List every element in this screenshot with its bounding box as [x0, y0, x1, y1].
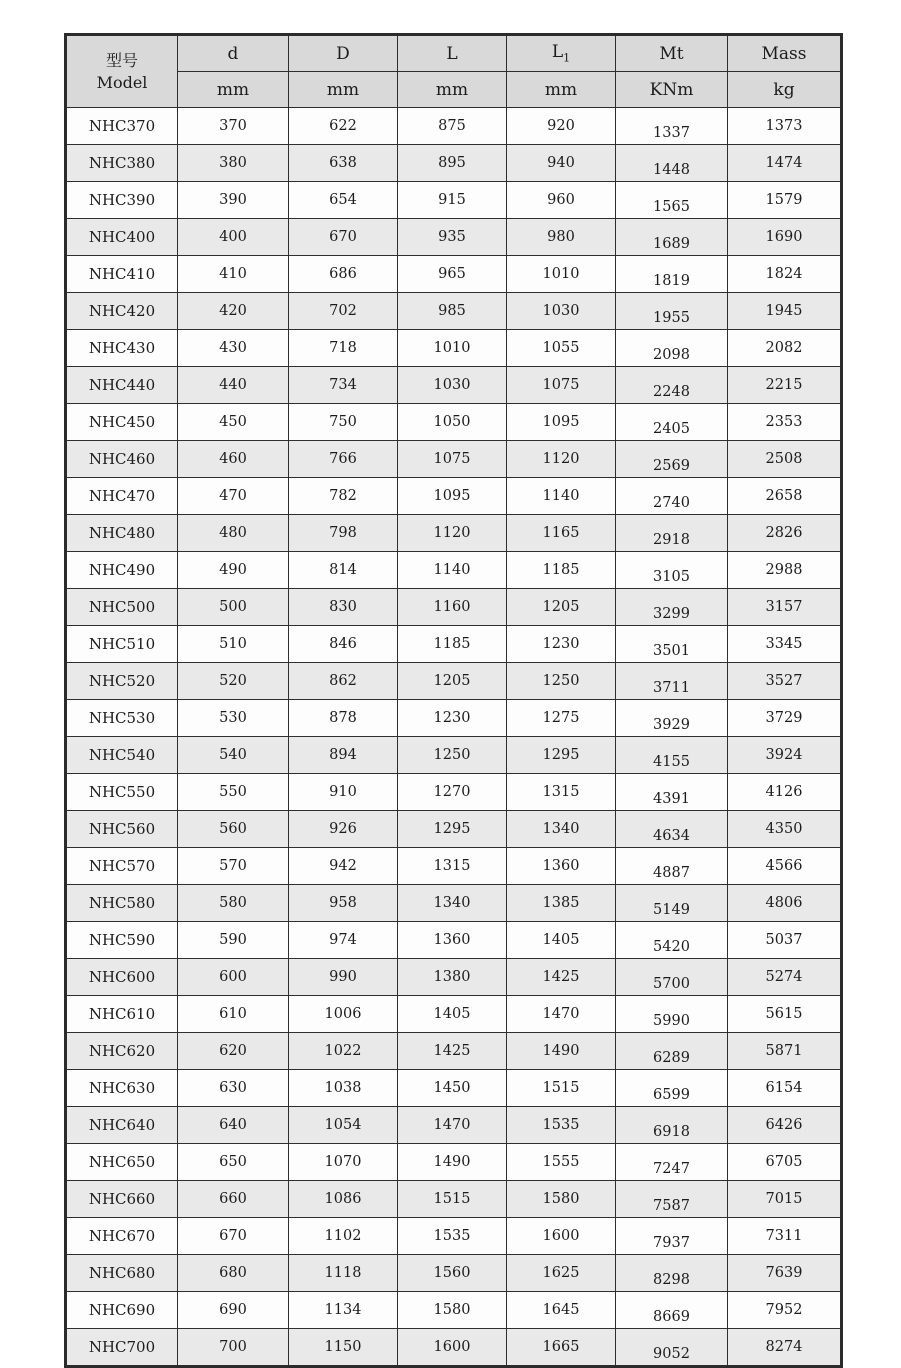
value-cell: 3501: [616, 626, 728, 663]
table-header: [66, 35, 842, 108]
value-cell: 670: [289, 219, 398, 256]
model-cell: NHC690: [66, 1292, 178, 1329]
value-cell: 690: [178, 1292, 289, 1329]
value-cell: 935: [398, 219, 507, 256]
table-body: [66, 108, 842, 1367]
value-cell: 5420: [616, 922, 728, 959]
value-cell: 4566: [728, 848, 842, 885]
value-cell: 1690: [728, 219, 842, 256]
table-row: [66, 1070, 842, 1107]
model-cell: NHC510: [66, 626, 178, 663]
value-cell: 1140: [398, 552, 507, 589]
value-cell: 1665: [507, 1329, 616, 1367]
value-cell: 875: [398, 108, 507, 145]
value-cell: 410: [178, 256, 289, 293]
value-cell: 7639: [728, 1255, 842, 1292]
value-cell: 5871: [728, 1033, 842, 1070]
value-cell: 1006: [289, 996, 398, 1033]
value-cell: 830: [289, 589, 398, 626]
value-cell: 1075: [507, 367, 616, 404]
value-cell: 1555: [507, 1144, 616, 1181]
value-cell: 1250: [507, 663, 616, 700]
column-header-Mt: Mt: [616, 35, 728, 72]
value-cell: 1295: [507, 737, 616, 774]
table-row: [66, 256, 842, 293]
value-cell: 958: [289, 885, 398, 922]
value-cell: 4806: [728, 885, 842, 922]
model-cell: NHC380: [66, 145, 178, 182]
value-cell: 550: [178, 774, 289, 811]
table-row: [66, 219, 842, 256]
value-cell: 7952: [728, 1292, 842, 1329]
value-cell: 846: [289, 626, 398, 663]
value-cell: 3711: [616, 663, 728, 700]
value-cell: 622: [289, 108, 398, 145]
value-cell: 4634: [616, 811, 728, 848]
value-cell: 1185: [507, 552, 616, 589]
value-cell: 980: [507, 219, 616, 256]
value-cell: 654: [289, 182, 398, 219]
unit-d: mm: [178, 72, 289, 108]
value-cell: 1075: [398, 441, 507, 478]
value-cell: 5037: [728, 922, 842, 959]
value-cell: 630: [178, 1070, 289, 1107]
model-cell: NHC550: [66, 774, 178, 811]
value-cell: 1385: [507, 885, 616, 922]
table-row: [66, 293, 842, 330]
value-cell: 4155: [616, 737, 728, 774]
value-cell: 1945: [728, 293, 842, 330]
value-cell: 670: [178, 1218, 289, 1255]
value-cell: 380: [178, 145, 289, 182]
value-cell: 940: [507, 145, 616, 182]
value-cell: 2740: [616, 478, 728, 515]
model-header-en: Model: [96, 72, 148, 92]
table-row: [66, 108, 842, 145]
value-cell: 1819: [616, 256, 728, 293]
value-cell: 1373: [728, 108, 842, 145]
value-cell: 600: [178, 959, 289, 996]
model-cell: NHC650: [66, 1144, 178, 1181]
table-row: [66, 1218, 842, 1255]
value-cell: 1050: [398, 404, 507, 441]
model-cell: NHC430: [66, 330, 178, 367]
value-cell: 1450: [398, 1070, 507, 1107]
value-cell: 1600: [507, 1218, 616, 1255]
value-cell: 700: [178, 1329, 289, 1367]
value-cell: 878: [289, 700, 398, 737]
unit-Mt: KNm: [616, 72, 728, 108]
table-row: [66, 441, 842, 478]
value-cell: 1560: [398, 1255, 507, 1292]
table-row: [66, 478, 842, 515]
value-cell: 1055: [507, 330, 616, 367]
value-cell: 1140: [507, 478, 616, 515]
value-cell: 1824: [728, 256, 842, 293]
value-cell: 1010: [398, 330, 507, 367]
unit-L1: mm: [507, 72, 616, 108]
value-cell: 1490: [398, 1144, 507, 1181]
value-cell: 1470: [398, 1107, 507, 1144]
value-cell: 1250: [398, 737, 507, 774]
table-row: [66, 552, 842, 589]
column-header-d: d: [178, 35, 289, 72]
value-cell: 1205: [507, 589, 616, 626]
model-cell: NHC460: [66, 441, 178, 478]
value-cell: 1515: [507, 1070, 616, 1107]
value-cell: 985: [398, 293, 507, 330]
value-cell: 1120: [507, 441, 616, 478]
header-row-units: [66, 72, 842, 108]
model-cell: NHC680: [66, 1255, 178, 1292]
table-row: [66, 663, 842, 700]
value-cell: 490: [178, 552, 289, 589]
value-cell: 638: [289, 145, 398, 182]
model-cell: NHC370: [66, 108, 178, 145]
value-cell: 1600: [398, 1329, 507, 1367]
value-cell: 1689: [616, 219, 728, 256]
model-cell: NHC410: [66, 256, 178, 293]
value-cell: 1030: [507, 293, 616, 330]
unit-L: mm: [398, 72, 507, 108]
value-cell: 895: [398, 145, 507, 182]
value-cell: 370: [178, 108, 289, 145]
column-header-D: D: [289, 35, 398, 72]
value-cell: 1535: [398, 1218, 507, 1255]
value-cell: 9052: [616, 1329, 728, 1367]
value-cell: 470: [178, 478, 289, 515]
model-cell: NHC700: [66, 1329, 178, 1367]
value-cell: 6289: [616, 1033, 728, 1070]
value-cell: 3527: [728, 663, 842, 700]
value-cell: 1340: [507, 811, 616, 848]
value-cell: 500: [178, 589, 289, 626]
value-cell: 530: [178, 700, 289, 737]
table-row: [66, 367, 842, 404]
value-cell: 1315: [507, 774, 616, 811]
table-row: [66, 959, 842, 996]
value-cell: 4350: [728, 811, 842, 848]
table-row: [66, 515, 842, 552]
model-cell: NHC630: [66, 1070, 178, 1107]
value-cell: 6426: [728, 1107, 842, 1144]
model-cell: NHC480: [66, 515, 178, 552]
value-cell: 814: [289, 552, 398, 589]
model-cell: NHC540: [66, 737, 178, 774]
value-cell: 1360: [398, 922, 507, 959]
model-cell: NHC570: [66, 848, 178, 885]
value-cell: 3105: [616, 552, 728, 589]
value-cell: 910: [289, 774, 398, 811]
value-cell: 2082: [728, 330, 842, 367]
value-cell: 2405: [616, 404, 728, 441]
value-cell: 942: [289, 848, 398, 885]
table-row: [66, 922, 842, 959]
model-column-header: [66, 35, 178, 108]
value-cell: 1095: [398, 478, 507, 515]
value-cell: 1580: [507, 1181, 616, 1218]
model-cell: NHC400: [66, 219, 178, 256]
value-cell: 1205: [398, 663, 507, 700]
value-cell: 1955: [616, 293, 728, 330]
model-cell: NHC440: [66, 367, 178, 404]
value-cell: 520: [178, 663, 289, 700]
value-cell: 1380: [398, 959, 507, 996]
value-cell: 1580: [398, 1292, 507, 1329]
value-cell: 1134: [289, 1292, 398, 1329]
value-cell: 1625: [507, 1255, 616, 1292]
value-cell: 620: [178, 1033, 289, 1070]
value-cell: 1579: [728, 182, 842, 219]
value-cell: 1086: [289, 1181, 398, 1218]
value-cell: 5990: [616, 996, 728, 1033]
value-cell: 7247: [616, 1144, 728, 1181]
value-cell: 920: [507, 108, 616, 145]
value-cell: 960: [507, 182, 616, 219]
model-cell: NHC640: [66, 1107, 178, 1144]
value-cell: 7587: [616, 1181, 728, 1218]
value-cell: 734: [289, 367, 398, 404]
column-header-L1: $L_1$: [507, 35, 616, 72]
table-row: [66, 1329, 842, 1367]
value-cell: 1490: [507, 1033, 616, 1070]
value-cell: 580: [178, 885, 289, 922]
value-cell: 4126: [728, 774, 842, 811]
model-cell: NHC530: [66, 700, 178, 737]
table-row: [66, 848, 842, 885]
value-cell: 750: [289, 404, 398, 441]
value-cell: 660: [178, 1181, 289, 1218]
value-cell: 1425: [507, 959, 616, 996]
value-cell: 1295: [398, 811, 507, 848]
value-cell: 1535: [507, 1107, 616, 1144]
table-row: [66, 182, 842, 219]
value-cell: 4887: [616, 848, 728, 885]
value-cell: 1645: [507, 1292, 616, 1329]
value-cell: 1315: [398, 848, 507, 885]
value-cell: 1118: [289, 1255, 398, 1292]
value-cell: 5615: [728, 996, 842, 1033]
value-cell: 480: [178, 515, 289, 552]
value-cell: 1474: [728, 145, 842, 182]
value-cell: 990: [289, 959, 398, 996]
value-cell: 1337: [616, 108, 728, 145]
value-cell: 1150: [289, 1329, 398, 1367]
model-cell: NHC490: [66, 552, 178, 589]
value-cell: 2918: [616, 515, 728, 552]
model-cell: NHC520: [66, 663, 178, 700]
value-cell: 1095: [507, 404, 616, 441]
table-row: [66, 626, 842, 663]
column-header-Mass: Mass: [728, 35, 842, 72]
value-cell: 766: [289, 441, 398, 478]
value-cell: 560: [178, 811, 289, 848]
value-cell: 1165: [507, 515, 616, 552]
value-cell: 1340: [398, 885, 507, 922]
model-cell: NHC450: [66, 404, 178, 441]
table-row: [66, 996, 842, 1033]
value-cell: 1120: [398, 515, 507, 552]
model-cell: NHC560: [66, 811, 178, 848]
value-cell: 430: [178, 330, 289, 367]
value-cell: 1565: [616, 182, 728, 219]
value-cell: 1425: [398, 1033, 507, 1070]
value-cell: 686: [289, 256, 398, 293]
value-cell: 640: [178, 1107, 289, 1144]
model-cell: NHC600: [66, 959, 178, 996]
value-cell: 3345: [728, 626, 842, 663]
model-cell: NHC660: [66, 1181, 178, 1218]
value-cell: 6599: [616, 1070, 728, 1107]
value-cell: 650: [178, 1144, 289, 1181]
unit-Mass: kg: [728, 72, 842, 108]
value-cell: 2988: [728, 552, 842, 589]
value-cell: 570: [178, 848, 289, 885]
unit-D: mm: [289, 72, 398, 108]
spec-table: [64, 33, 843, 1368]
value-cell: 8298: [616, 1255, 728, 1292]
value-cell: 400: [178, 219, 289, 256]
model-cell: NHC580: [66, 885, 178, 922]
model-cell: NHC500: [66, 589, 178, 626]
value-cell: 1448: [616, 145, 728, 182]
value-cell: 965: [398, 256, 507, 293]
value-cell: 420: [178, 293, 289, 330]
table-row: [66, 774, 842, 811]
value-cell: 540: [178, 737, 289, 774]
value-cell: 1030: [398, 367, 507, 404]
value-cell: 2658: [728, 478, 842, 515]
value-cell: 915: [398, 182, 507, 219]
value-cell: 3929: [616, 700, 728, 737]
value-cell: 6154: [728, 1070, 842, 1107]
table-row: [66, 1292, 842, 1329]
value-cell: 2248: [616, 367, 728, 404]
value-cell: 7311: [728, 1218, 842, 1255]
value-cell: 2569: [616, 441, 728, 478]
value-cell: 2826: [728, 515, 842, 552]
value-cell: 510: [178, 626, 289, 663]
value-cell: 1275: [507, 700, 616, 737]
value-cell: 1102: [289, 1218, 398, 1255]
value-cell: 782: [289, 478, 398, 515]
value-cell: 1185: [398, 626, 507, 663]
value-cell: 3924: [728, 737, 842, 774]
column-header-L: L: [398, 35, 507, 72]
value-cell: 1070: [289, 1144, 398, 1181]
table-row: [66, 700, 842, 737]
value-cell: 680: [178, 1255, 289, 1292]
value-cell: 1515: [398, 1181, 507, 1218]
value-cell: 6705: [728, 1144, 842, 1181]
value-cell: 894: [289, 737, 398, 774]
table-row: [66, 737, 842, 774]
value-cell: 974: [289, 922, 398, 959]
value-cell: 1405: [507, 922, 616, 959]
value-cell: 2098: [616, 330, 728, 367]
header-row-labels: [66, 35, 842, 72]
value-cell: 1054: [289, 1107, 398, 1144]
value-cell: 1270: [398, 774, 507, 811]
table-row: [66, 589, 842, 626]
value-cell: 798: [289, 515, 398, 552]
value-cell: 460: [178, 441, 289, 478]
value-cell: 1470: [507, 996, 616, 1033]
value-cell: 1022: [289, 1033, 398, 1070]
model-cell: NHC470: [66, 478, 178, 515]
model-cell: NHC590: [66, 922, 178, 959]
table-row: [66, 1144, 842, 1181]
model-cell: NHC420: [66, 293, 178, 330]
value-cell: 3729: [728, 700, 842, 737]
value-cell: 590: [178, 922, 289, 959]
value-cell: 718: [289, 330, 398, 367]
value-cell: 3299: [616, 589, 728, 626]
table-row: [66, 145, 842, 182]
table-row: [66, 1181, 842, 1218]
value-cell: 8669: [616, 1292, 728, 1329]
value-cell: 862: [289, 663, 398, 700]
model-cell: NHC670: [66, 1218, 178, 1255]
value-cell: 2353: [728, 404, 842, 441]
value-cell: 5274: [728, 959, 842, 996]
value-cell: 8274: [728, 1329, 842, 1367]
model-cell: NHC620: [66, 1033, 178, 1070]
value-cell: 702: [289, 293, 398, 330]
value-cell: 1360: [507, 848, 616, 885]
value-cell: 2508: [728, 441, 842, 478]
table-row: [66, 1255, 842, 1292]
value-cell: 1405: [398, 996, 507, 1033]
value-cell: 3157: [728, 589, 842, 626]
table-row: [66, 811, 842, 848]
table-row: [66, 404, 842, 441]
value-cell: 1010: [507, 256, 616, 293]
value-cell: 1038: [289, 1070, 398, 1107]
value-cell: 4391: [616, 774, 728, 811]
model-cell: NHC390: [66, 182, 178, 219]
value-cell: 5700: [616, 959, 728, 996]
table-row: [66, 330, 842, 367]
value-cell: 926: [289, 811, 398, 848]
model-header-zh: 型号: [105, 50, 138, 70]
model-cell: NHC610: [66, 996, 178, 1033]
table-row: [66, 1107, 842, 1144]
value-cell: 450: [178, 404, 289, 441]
value-cell: 1160: [398, 589, 507, 626]
value-cell: 390: [178, 182, 289, 219]
value-cell: 7015: [728, 1181, 842, 1218]
value-cell: 610: [178, 996, 289, 1033]
value-cell: 1230: [507, 626, 616, 663]
table-row: [66, 1033, 842, 1070]
value-cell: 2215: [728, 367, 842, 404]
value-cell: 7937: [616, 1218, 728, 1255]
value-cell: 6918: [616, 1107, 728, 1144]
value-cell: 1230: [398, 700, 507, 737]
value-cell: 5149: [616, 885, 728, 922]
table-row: [66, 885, 842, 922]
value-cell: 440: [178, 367, 289, 404]
